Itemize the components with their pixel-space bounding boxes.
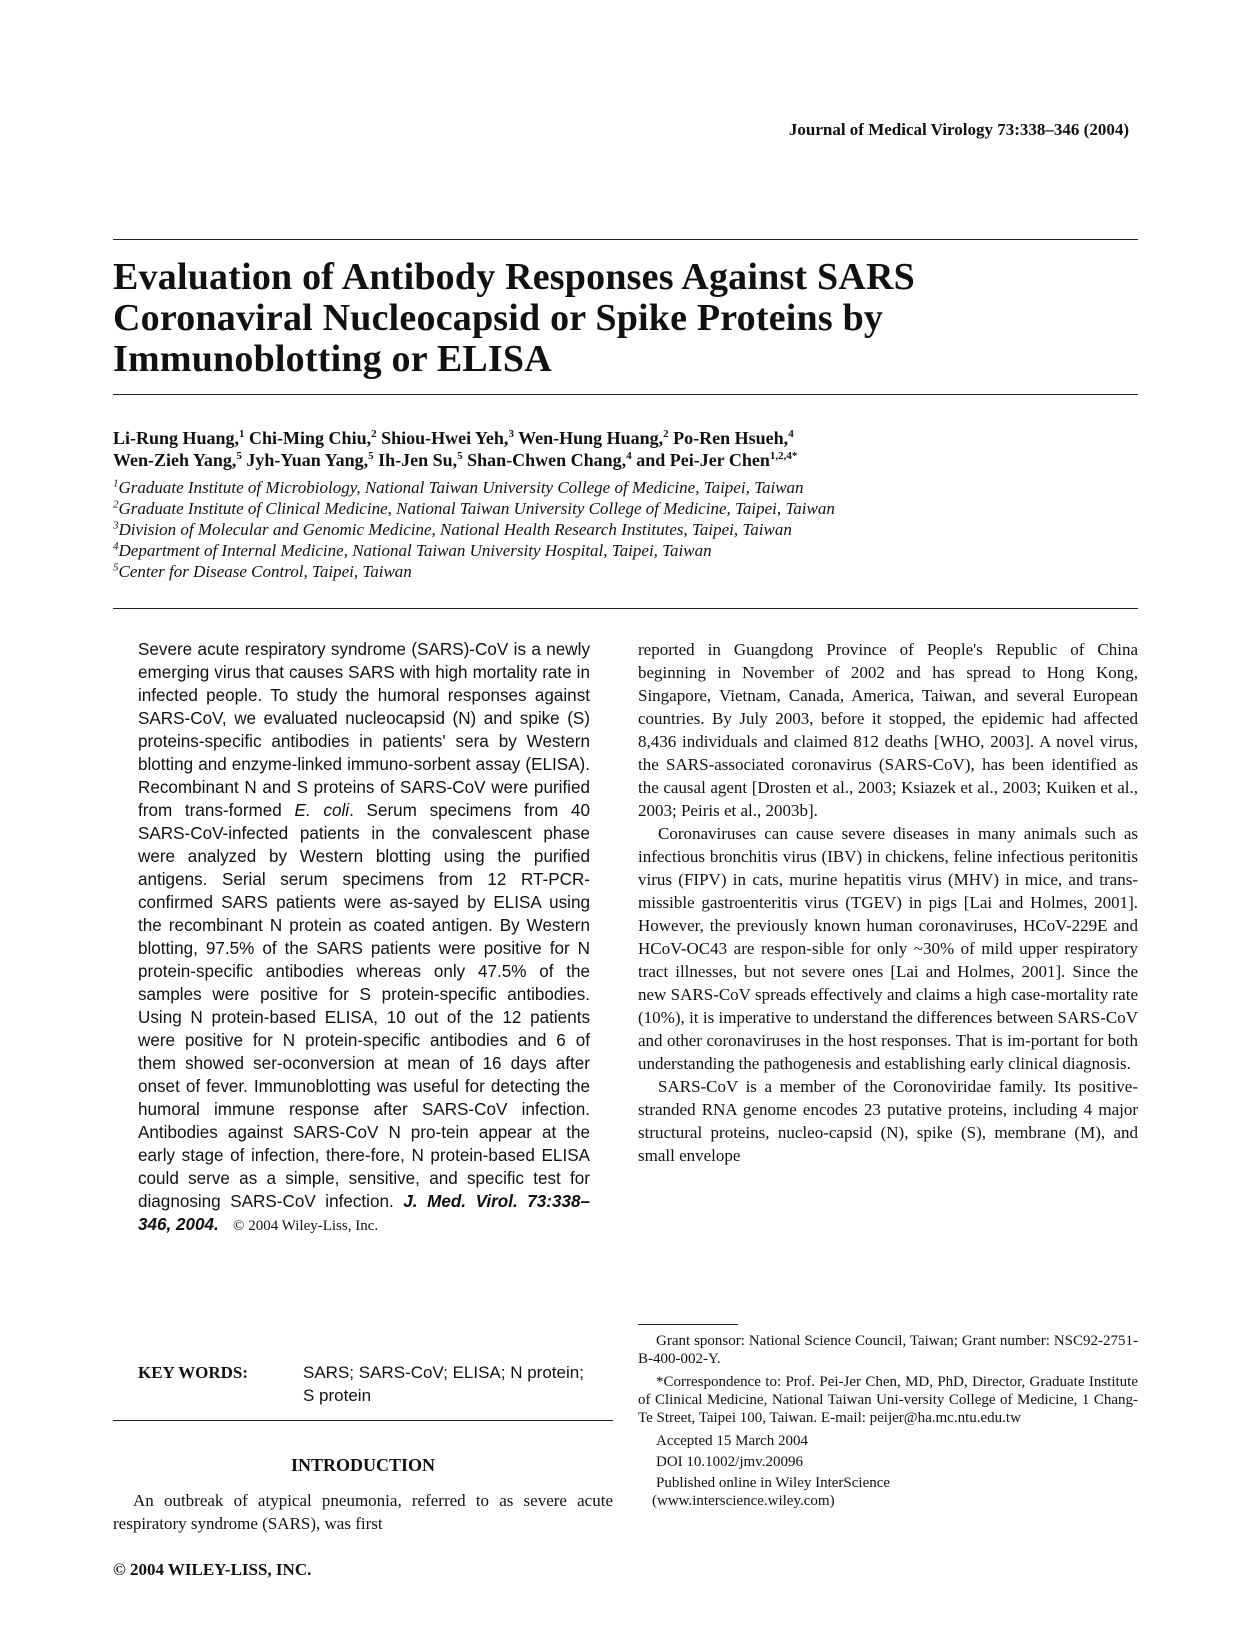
abstract-species: E. coli <box>294 801 350 820</box>
body-paragraph: Coronaviruses can cause severe diseases in many animals such as infectious bronchitis virus (IBV) in chickens, feline infectious peritonitis virus (FIPV) in cats, murine hepatitis virus (MHV) in mice, and trans-missible gastroenteritis virus (TGEV) in pigs [Lai and Holmes, 2001]. However, the previously known human coronaviruses, HCoV-229E and HCoV-OC43 are respon-sible for only ~30% of mild upper respiratory tract illnesses, but not severe ones [Lai and Holmes, 2001]. Since the new SARS-CoV spreads effectively and claims a high case-mortality rate (10%), it is imperative to understand the differences between SARS-CoV and other coronaviruses in the host responses. That is im-portant for both understanding the pathogenesis and establishing early clinical diagnosis. <box>638 824 1138 1073</box>
footnote-grant: Grant sponsor: National Science Council, Taiwan; Grant number: NSC92-2751-B-400-002-Y. <box>638 1333 1138 1367</box>
author: Chi-Ming Chiu, <box>244 428 372 448</box>
author-line-2 <box>113 449 1138 471</box>
footnote-published: Published online in Wiley InterScience <box>656 1475 891 1491</box>
affiliation <box>113 477 1138 498</box>
affiliation <box>113 540 1138 561</box>
author-line-1 <box>113 427 1138 449</box>
author-affil-sup: 5 <box>236 450 242 462</box>
author-affil-sup: 4 <box>626 450 632 462</box>
affiliation-text: Graduate Institute of Clinical Medicine, National Taiwan University College of Medicine, Taipei, Taiwan <box>118 499 835 518</box>
footnote-accepted: Accepted 15 March 2004 <box>656 1433 809 1449</box>
author: Shan-Chwen Chang, <box>462 450 627 470</box>
author-affil-sup: 5 <box>457 450 463 462</box>
keywords-rule <box>113 1420 613 1421</box>
footnote-doi: DOI 10.1002/jmv.20096 <box>656 1454 803 1470</box>
author: and Pei-Jer Chen <box>631 450 770 470</box>
affiliation <box>113 561 1138 582</box>
author-affil-sup: 1,2,4* <box>769 450 798 462</box>
body-paragraph: reported in Guangdong Province of People's Republic of China beginning in November of 2002 and has spread to Hong Kong, Singapore, Vietnam, Canada, America, Taiwan, and several European countries. By July 2003, before it stopped, the epidemic had affected 8,436 individuals and claimed 812 deaths [WHO, 2003]. A novel virus, the SARS-associated coronavirus (SARS-CoV), has been identified as the causal agent [Drosten et al., 2003; Ksiazek et al., 2003; Kuiken et al., 2003; Peiris et al., 2003b]. <box>638 640 1138 820</box>
affiliation <box>113 498 1138 519</box>
author: Wen-Zieh Yang, <box>113 450 237 470</box>
author-list <box>113 427 1138 471</box>
affiliation-number: 2 <box>113 498 119 511</box>
affiliation-number: 5 <box>113 561 119 574</box>
abstract-text: . Serum specimens from 40 SARS-CoV-infected patients in the convalescent phase were analyzed by Western blotting using the purified antigens. Serial serum specimens from 12 RT-PCR-confirmed SARS patients were as-sayed by ELISA using the recombinant N protein as coated antigen. By Western blotting, 97.5% of the SARS patients were positive for N protein-specific antibodies whereas only 47.5% of the samples were positive for S protein-specific antibodies. Using N protein-based ELISA, 10 out of the 12 patients were positive for N protein-specific antibodies and 6 of them showed ser-oconversion at mean of 16 days after onset of fever. Immunoblotting was useful for detecting the humoral immune response after SARS-CoV infection. Antibodies against SARS-CoV N pro-tein appear at the early stage of infection, there-fore, N protein-based ELISA could serve as a simple, sensitive, and specific test for diagnosing SARS-CoV infection. <box>138 801 590 1211</box>
right-column-body <box>638 638 1138 1167</box>
author-affil-sup: 3 <box>508 428 514 440</box>
affiliation-text: Department of Internal Medicine, National Taiwan University Hospital, Taipei, Taiwan <box>118 541 712 560</box>
title-line: Immunoblotting or ELISA <box>113 338 552 380</box>
journal-reference: Journal of Medical Virology 73:338–346 (2004) <box>788 120 1129 139</box>
affiliation-text: Division of Molecular and Genomic Medicine, National Health Research Institutes, Taipei, Taiwan <box>118 520 792 539</box>
affiliation-text: Center for Disease Control, Taipei, Taiwan <box>118 562 412 581</box>
author-affil-sup: 2 <box>663 428 669 440</box>
introduction-heading: INTRODUCTION <box>290 1455 436 1475</box>
footer-copyright: © 2004 WILEY-LISS, INC. <box>113 1560 312 1579</box>
affiliation-list <box>113 477 1138 582</box>
author: Po-Ren Hsueh, <box>668 428 789 448</box>
author: Shiou-Hwei Yeh, <box>376 428 509 448</box>
author-affil-sup: 5 <box>368 450 374 462</box>
author-affil-sup: 2 <box>371 428 377 440</box>
introduction-text: An outbreak of atypical pneumonia, referred to as severe acute respiratory syndrome (SARS), was first <box>113 1491 613 1533</box>
abstract-copyright: © 2004 Wiley-Liss, Inc. <box>233 1218 379 1234</box>
author: Wen-Hung Huang, <box>513 428 664 448</box>
footnotes <box>638 1332 1138 1515</box>
affiliation-text: Graduate Institute of Microbiology, National Taiwan University College of Medicine, Taipei, Taiwan <box>118 478 804 497</box>
title-line: Evaluation of Antibody Responses Against SARS <box>113 256 915 298</box>
affiliation-number: 3 <box>113 519 119 532</box>
article-title <box>113 257 1138 380</box>
footnote-rule <box>638 1324 738 1325</box>
abstract-citation: J. Med. Virol. 73:338–346, 2004. <box>138 1192 590 1234</box>
title-line: Coronaviral Nucleocapsid or Spike Proteins by <box>113 297 884 339</box>
body-paragraph: SARS-CoV is a member of the Coronoviridae family. Its positive-stranded RNA genome encodes 23 putative proteins, including 4 major structural proteins, nucleo-capsid (N), spike (S), membrane (M), and small envelope <box>638 1077 1138 1165</box>
header-bottom-rule <box>113 608 1138 609</box>
author: Li-Rung Huang, <box>113 428 240 448</box>
affiliation-number: 1 <box>113 477 119 490</box>
author-affil-sup: 4 <box>788 428 794 440</box>
author: Jyh-Yuan Yang, <box>241 450 369 470</box>
author-affil-sup: 1 <box>239 428 245 440</box>
keywords-text: SARS; SARS-CoV; ELISA; N protein; S protein <box>303 1363 584 1405</box>
affiliation-number: 4 <box>113 540 119 553</box>
keywords-label: KEY WORDS: <box>138 1363 249 1382</box>
affiliation <box>113 519 1138 540</box>
title-bottom-rule <box>113 394 1138 395</box>
abstract-text: Severe acute respiratory syndrome (SARS)-CoV is a newly emerging virus that causes SARS with high mortality rate in infected people. To study the humoral responses against SARS-CoV, we evaluated nucleocapsid (N) and spike (S) proteins-specific antibodies in patients' sera by Western blotting and enzyme-linked immuno-sorbent assay (ELISA). Recombinant N and S proteins of SARS-CoV were purified from trans-formed <box>138 640 590 820</box>
title-top-rule <box>113 239 1138 240</box>
footnote-url: (www.interscience.wiley.com) <box>652 1493 835 1509</box>
author: Ih-Jen Su, <box>373 450 458 470</box>
footnote-correspondence: *Correspondence to: Prof. Pei-Jer Chen, MD, PhD, Director, Graduate Institute of Clinical Medicine, National Taiwan Uni-versity College of Medicine, 1 Chang-Te Street, Taipei 100, Taiwan. E-mail: peijer@ha.mc.ntu.edu.tw <box>638 1374 1138 1426</box>
abstract <box>138 638 590 1238</box>
